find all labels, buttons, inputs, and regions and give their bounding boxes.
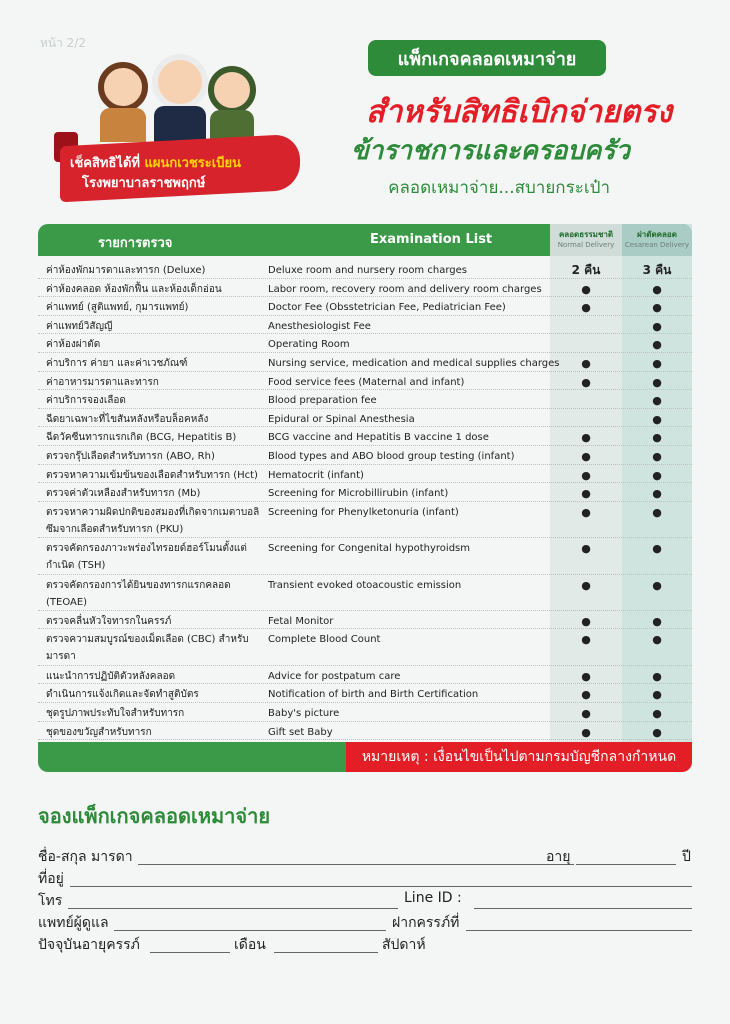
table-row [38, 666, 692, 685]
table-row [38, 538, 692, 574]
item-english: Transient evoked otoacoustic emission [268, 579, 462, 591]
cesarean-delivery-cell: ● [652, 669, 662, 683]
item-english: Labor room, recovery room and delivery room charges [268, 283, 542, 295]
item-thai: ค่าแพทย์ (สูติแพทย์, กุมารแพทย์) [46, 302, 189, 314]
table-row [38, 575, 692, 611]
table-row [38, 372, 692, 391]
normal-delivery-cell: ● [581, 633, 591, 647]
item-thai: ค่าบริการ ค่ายา และค่าเวชภัณฑ์ [46, 357, 188, 369]
table-row [38, 297, 692, 316]
title-green: ข้าราชการและครอบครัว [351, 136, 630, 166]
line-id-label: Line ID : [404, 890, 462, 906]
table-row [38, 446, 692, 465]
package-badge: แพ็กเกจคลอดเหมาจ่าย [368, 40, 606, 76]
normal-delivery-cell: ● [581, 487, 591, 501]
cesarean-delivery-cell: ● [652, 725, 662, 739]
item-thai: ฉีดวัคซีนทารกแรกเกิด (BCG, Hepatitis B) [46, 432, 237, 444]
form-row-name [38, 846, 692, 868]
item-thai: ตรวจหาความผิดปกติของสมองที่เกิดจากเมตาบอลิซึมจากเลือดสำหรับทารก (PKU) [46, 506, 260, 535]
table-row [38, 722, 692, 741]
week-field[interactable] [274, 952, 378, 953]
doctor-field[interactable] [114, 930, 386, 931]
table-rows [38, 260, 692, 740]
week-label: สัปดาห์ [382, 937, 426, 953]
item-thai: ค่าห้องพักมารดาและทารก (Deluxe) [46, 265, 206, 276]
cesarean-delivery-cell: ● [652, 688, 662, 702]
cesarean-delivery-cell: ● [652, 487, 662, 501]
item-english: Screening for Phenylketonuria (infant) [268, 506, 459, 518]
normal-delivery-cell: ● [581, 431, 591, 445]
table-row [38, 483, 692, 502]
normal-delivery-cell: ● [581, 282, 591, 296]
cesarean-delivery-cell: ● [652, 542, 662, 556]
age-field[interactable] [576, 864, 676, 865]
page-number: หน้า 2/2 [40, 36, 86, 50]
item-thai: ค่าบริการจองเลือด [46, 395, 126, 407]
table-row [38, 334, 692, 353]
month-label: เดือน [234, 937, 266, 953]
doctor-label: แพทย์ผู้ดูแล [38, 915, 109, 931]
item-english: Fetal Monitor [268, 615, 334, 627]
form-row-doctor [38, 912, 692, 934]
table-row [38, 502, 692, 538]
address-label: ที่อยู่ [38, 871, 64, 887]
table-row [38, 316, 692, 335]
item-thai: ตรวจค่าตัวเหลืองสำหรับทารก (Mb) [46, 488, 201, 500]
form-row-phone [38, 890, 692, 912]
item-thai: ตรวจคัดกรองการได้ยินของทารกแรกคลอด (TEOAE) [46, 579, 231, 608]
cesarean-delivery-cell: ● [652, 449, 662, 463]
ribbon-prefix: เช็คสิทธิได้ที่ [70, 156, 140, 171]
ribbon-line1 [70, 152, 241, 173]
item-english: Doctor Fee (Obsstetrician Fee, Pediatrician Fee) [268, 302, 506, 314]
header-cesarean-delivery [622, 224, 692, 256]
item-english: Baby's picture [268, 708, 340, 720]
cesarean-delivery-cell: ● [652, 356, 662, 370]
normal-delivery-cell: ● [581, 578, 591, 592]
item-thai: ค่าห้องผ่าตัด [46, 339, 101, 351]
item-english: Screening for Congenital hypothyroidsm [268, 543, 470, 555]
normal-delivery-cell: 2 คืน [571, 263, 601, 277]
cesarean-delivery-cell: 3 คืน [642, 263, 672, 277]
item-english: Anesthesiologist Fee [268, 320, 371, 332]
age-label: อายุ [546, 849, 571, 865]
item-english: Operating Room [268, 339, 350, 351]
cesarean-delivery-cell: ● [652, 614, 662, 628]
normal-delivery-cell: ● [581, 669, 591, 683]
table-row [38, 390, 692, 409]
normal-delivery-cell: ● [581, 301, 591, 315]
table-row [38, 427, 692, 446]
ribbon-highlight: แผนกเวชระเบียน [144, 156, 241, 171]
item-english: Notification of birth and Birth Certification [268, 689, 479, 701]
normal-delivery-cell: ● [581, 449, 591, 463]
header-english: Examination List [370, 232, 493, 247]
phone-field[interactable] [68, 908, 398, 909]
table-footer-green [38, 742, 346, 772]
form-row-address [38, 868, 692, 890]
item-english: Epidural or Spinal Anesthesia [268, 413, 415, 425]
normal-delivery-cell: ● [581, 707, 591, 721]
normal-delivery-cell: ● [581, 375, 591, 389]
gestational-age-label: ปัจจุบันอายุครรภ์ [38, 937, 140, 953]
normal-delivery-cell: ● [581, 468, 591, 482]
cesarean-delivery-cell: ● [652, 375, 662, 389]
normal-delivery-cell: ● [581, 614, 591, 628]
header-normal-th: คลอดธรรมชาติ [558, 230, 614, 239]
item-english: Nursing service, medication and medical supplies charges [268, 357, 560, 369]
item-english: Blood types and ABO blood group testing (infant) [268, 450, 515, 462]
header-thai: รายการตรวจ [98, 236, 173, 251]
item-english: Complete Blood Count [268, 634, 381, 646]
item-english: Blood preparation fee [268, 395, 377, 407]
cesarean-delivery-cell: ● [652, 301, 662, 315]
normal-delivery-cell: ● [581, 356, 591, 370]
cesarean-delivery-cell: ● [652, 468, 662, 482]
item-thai: ชุดของขวัญสำหรับทารก [46, 726, 152, 738]
item-thai: ค่าอาหารมารดาและทารก [46, 376, 159, 388]
name-label: ชื่อ-สกุล มารดา [38, 849, 133, 865]
item-thai: ตรวจความสมบูรณ์ของเม็ดเลือด (CBC) สำหรับมารดา [46, 634, 249, 663]
teacher-figure-icon [98, 62, 148, 112]
title-red: สำหรับสิทธิเบิกจ่ายตรง [365, 94, 672, 130]
item-english: Deluxe room and nursery room charges [268, 265, 467, 276]
teacher-body [100, 108, 146, 142]
soldier-figure-icon [208, 66, 256, 114]
table-row [38, 353, 692, 372]
header-normal-en: Normal Delivery [557, 241, 615, 249]
table-row [38, 260, 692, 279]
item-english: BCG vaccine and Hepatitis B vaccine 1 dose [268, 432, 489, 444]
address-field[interactable] [70, 886, 692, 887]
cesarean-delivery-cell: ● [652, 578, 662, 592]
header-cesarean-th: ผ่าตัดคลอด [637, 230, 677, 239]
officer-figure-icon [152, 54, 208, 110]
item-thai: ตรวจคลื่นหัวใจทารกในครรภ์ [46, 615, 172, 627]
booking-form-title: จองแพ็กเกจคลอดเหมาจ่าย [38, 804, 271, 828]
header-cesarean-en: Cesarean Delivery [624, 241, 690, 249]
cesarean-delivery-cell: ● [652, 412, 662, 426]
item-thai: ตรวจหาความเข้มข้นของเลือดสำหรับทารก (Hct) [46, 469, 258, 481]
normal-delivery-cell: ● [581, 725, 591, 739]
item-thai: ค่าแพทย์วิสัญญี [46, 320, 113, 332]
cesarean-delivery-cell: ● [652, 431, 662, 445]
normal-delivery-cell: ● [581, 505, 591, 519]
item-thai: ชุดรูปภาพประทับใจสำหรับทารก [46, 708, 185, 720]
antenatal-label: ฝากครรภ์ที่ [392, 915, 460, 931]
line-id-field[interactable] [474, 908, 692, 909]
item-english: Food service fees (Maternal and infant) [268, 376, 465, 388]
years-label: ปี [682, 849, 691, 865]
item-thai: ค่าห้องคลอด ห้องพักฟื้น และห้องเด็กอ่อน [46, 283, 222, 295]
cesarean-delivery-cell: ● [652, 338, 662, 352]
form-row-gestation [38, 934, 692, 956]
item-english: Hematocrit (infant) [268, 469, 364, 481]
subtitle: คลอดเหมาจ่าย...สบายกระเป๋า [388, 178, 610, 198]
ribbon-line2: โรงพยาบาลราชพฤกษ์ [82, 176, 206, 191]
item-thai: ตรวจกรุ๊ปเลือดสำหรับทารก (ABO, Rh) [46, 450, 215, 462]
table-row [38, 409, 692, 428]
cesarean-delivery-cell: ● [652, 319, 662, 333]
item-thai: ตรวจคัดกรองภาวะพร่องไทรอยด์ฮอร์โมนตั้งแต่กำเนิด (TSH) [46, 543, 247, 572]
item-english: Advice for postpatum care [268, 670, 401, 682]
table-row [38, 611, 692, 630]
table-row [38, 703, 692, 722]
item-thai: ดำเนินการแจ้งเกิดและจัดทำสูติบัตร [46, 689, 199, 701]
package-table [38, 224, 692, 772]
item-thai: ฉีดยาเฉพาะที่ไขสันหลังหรือบล็อคหลัง [46, 413, 209, 425]
table-note: หมายเหตุ : เงื่อนไขเป็นไปตามกรมบัญชีกลางกำหนด [346, 742, 692, 772]
table-row [38, 684, 692, 703]
cesarean-delivery-cell: ● [652, 394, 662, 408]
item-thai: แนะนำการปฏิบัติตัวหลังคลอด [46, 670, 176, 682]
normal-delivery-cell: ● [581, 688, 591, 702]
item-english: Gift set Baby [268, 726, 333, 738]
cesarean-delivery-cell: ● [652, 707, 662, 721]
cesarean-delivery-cell: ● [652, 505, 662, 519]
cesarean-delivery-cell: ● [652, 282, 662, 296]
item-english: Screening for Microbillirubin (infant) [268, 488, 449, 500]
gestational-age-field[interactable] [150, 952, 230, 953]
table-row [38, 629, 692, 665]
name-field[interactable] [138, 864, 574, 865]
cesarean-delivery-cell: ● [652, 633, 662, 647]
header-normal-delivery [550, 224, 622, 256]
table-row [38, 279, 692, 298]
normal-delivery-cell: ● [581, 542, 591, 556]
table-row [38, 465, 692, 484]
illustration [60, 48, 310, 218]
antenatal-field[interactable] [466, 930, 692, 931]
phone-label: โทร [38, 893, 63, 909]
